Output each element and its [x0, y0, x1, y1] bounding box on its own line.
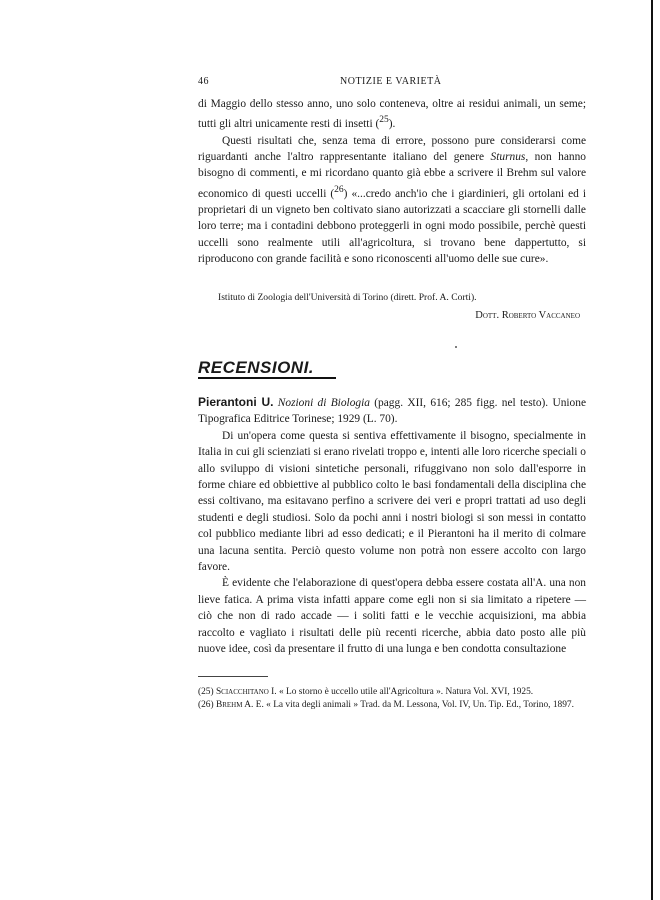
printer-dot	[455, 346, 457, 348]
section-heading-recensioni: RECENSIONI.	[198, 358, 315, 377]
footnote-25: (25) Sciacchitano I. « Lo storno è uccello utile all'Agricoltura ». Natura Vol. XVI, 1925.	[198, 687, 534, 697]
page-edge-rule	[651, 0, 653, 900]
footnote-ref-26: 26	[334, 184, 344, 195]
review-citation	[198, 394, 586, 428]
affiliation: Istituto di Zoologia dell'Università di Torino (dirett. Prof. A. Corti).	[218, 292, 477, 303]
genus-name: Sturnus	[490, 151, 526, 164]
footnotes	[198, 686, 586, 713]
footnote-separator	[198, 676, 268, 677]
article-body	[198, 96, 586, 268]
review-body	[198, 394, 586, 658]
review-paragraph-1: Di un'opera come questa si sentiva effettivamente il bisogno, specialmente in Italia in cui gli scienziati si erano rivelati troppo e, intenti alle loro ricerche speciali o allo sviluppo di visioni sintetiche personali, rifuggivano non solo dall'esporre in forme chiare ed obbiettive al pubblico colto le basi fondamentali della disciplina che essi coltivano, ma esitavano perfino a scrivere dei veri e propri trattati ad uso degli studenti e degli studiosi. Solo da pochi anni i nostri biologi si son messi in contatto col pubblico mediante libri ad esso dedicati; e il Pierantoni ha il merito di colmare una lacuna sentita. Perciò questo volume non potrà non essere accolto con largo favore.	[198, 429, 586, 574]
footnote-ref-25: 25	[379, 115, 389, 126]
article-author: Dott. Roberto Vaccaneo	[475, 310, 580, 321]
footnote-26: (26) Brehm A. E. « La vita degli animali » Trad. da M. Lessona, Vol. IV, Un. Tip. Ed., Torino, 1897.	[198, 700, 574, 711]
article-paragraph-1: di Maggio dello stesso anno, uno solo conteneva, oltre ai residui animali, un seme; tutti gli altri unicamente resti di insetti ($^{25}$).	[198, 98, 586, 131]
section-heading-underline	[198, 377, 336, 379]
review-book-title: Nozioni di Biologia	[277, 397, 370, 409]
running-title: NOTIZIE E VARIETÀ	[340, 76, 442, 87]
article-paragraph-2: Questi risultati che, senza tema di errore, possono pure considerarsi come riguardanti anche l'altro rappresentante italiano del genere Sturnus, non hanno bisogno di commenti, e mi ricordano quanto già ebbe a scrivere il Brehm sul valore economico di questi uccelli ($^{26}$) «...credo anch'io che i giardinieri, gli ortolani ed i proprietari di un vigneto ben coltivato siano autorizzati a scacciare gli stornelli dalle loro terre; ma i contadini debbono proteggerli in ogni modo possibile, perchè questi uccelli sono realmente utili all'agricoltura, si trovano bene dappertutto, si riproducono con grande facilità e sono riconoscenti all'uomo delle sue cure».	[198, 134, 586, 266]
review-book-meta: (pagg. XII, 616; 285 figg. nel testo). Unione Tipografica Editrice Torinese; 1929 (L. 70).	[198, 397, 586, 426]
review-author: Pierantoni U.	[198, 395, 274, 409]
page-number: 46	[198, 76, 209, 87]
review-paragraph-2: È evidente che l'elaborazione di quest'opera debba essere costata all'A. una non lieve fatica. A prima vista infatti appare come egli non si sia limitato a ripetere — ciò che non di rado accade — i soliti fatti e le vecchie acquisizioni, ma abbia raccolto e vagliato i risultati delle più recenti ricerche, abbia dato posto alle più nuove idee, così da presentare il frutto di una lunga e ben condotta consultazione	[198, 577, 586, 656]
